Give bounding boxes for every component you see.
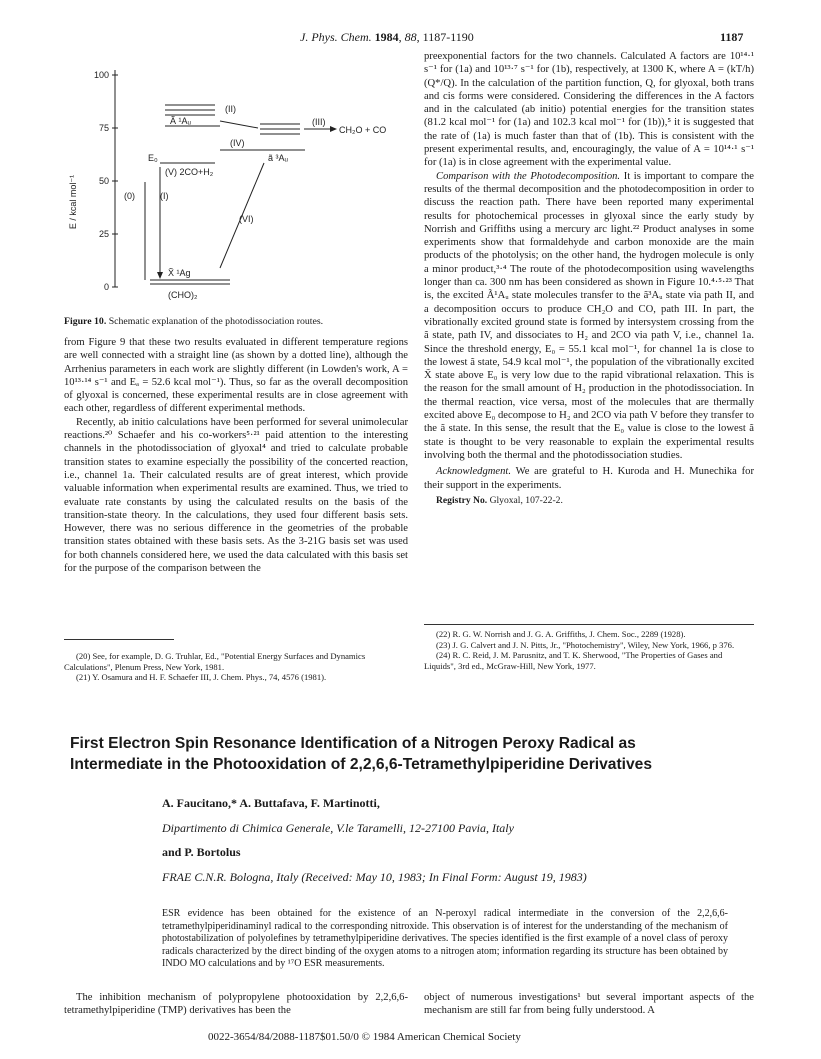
journal-pages: 1187-1190	[422, 30, 474, 44]
path-label: (0)	[124, 191, 135, 201]
y-tick-label: 50	[98, 176, 109, 186]
affiliation: FRAE C.N.R. Bologna, Italy (Received: May 10, 1983; In Final Form: August 19, 1983)	[162, 870, 587, 884]
paragraph: Acknowledgment. We are grateful to H. Kuroda and H. Munechika for their support in the experiments.	[424, 466, 754, 491]
running-header: J. Phys. Chem. 1984, 88, 1187-1190	[300, 30, 474, 44]
caption-text: Schematic explanation of the photodissociation routes.	[108, 316, 324, 327]
arrowhead-icon	[157, 272, 163, 279]
page-number: 1187	[720, 30, 744, 44]
y-tick-label: 25	[98, 229, 109, 239]
right-column	[424, 50, 754, 507]
state-label: Ã ¹Aᵤ	[170, 116, 191, 126]
footnote: (20) See, for example, D. G. Truhlar, Ed., "Potential Energy Surfaces and Dynamics Calculations", Plenum Press, New York, 1981.	[64, 651, 366, 672]
path-label: (IV)	[230, 138, 245, 148]
paragraph: Comparison with the Photodecomposition. It is important to compare the results of the thermal decomposition and the photodecomposition in order to discuss the reaction path. There have been reported many experimental results for photochemical processes in glyoxal since the early study by Norrish and Griffiths using a mercury arc light.²² Product analyses in some experiments show that formaldehyde and carbon monoxide are the main products of the photolysis; on the other hand, the hydrogen molecule is only a minor product,³·⁴ The route of the photodecomposition using wavelengths longer than ca. 300 nm has been considered as shown in Figure 10.⁴·⁵·²³ That is, the excited Ã¹Aᵤ state molecules transfer to the ã³Aᵤ state via path II, and a decomposition occurs to produce CH₂O and CO, path III. In part, the vibrationally excited ground state is formed by intersystem crossing from the ã state, path IV, and dissociates to H₂ and 2CO via path V, i.e., channel 1a. Since the threshold energy, E₀ = 55.1 kcal mol⁻¹, for channel 1a is close to the lowest ã state, 54.9 kcal mol⁻¹, the population of the vibrationally excited X̃ state above E₀ is very low due to the rapid vibrational relaxation. This is the reason for the small amount of H₂ production in the photodissociation. In the thermal reaction, vice versa, most of the molecules that are thermally excited above E₀ decompose to H₂ and 2CO via path V before they transfer to the ã state. In this sense, the result that the E₀ value is close to the lowest ã state is thought to be very reasonable to explain the experimental results involving both the thermal and the photodissociation studies.	[424, 170, 755, 461]
arrowhead-icon	[330, 126, 337, 132]
y-tick-label: 0	[103, 282, 109, 292]
journal-name: J. Phys. Chem.	[300, 30, 372, 44]
footnote: (22) R. G. W. Norrish and J. G. A. Griffiths, J. Chem. Soc., 2289 (1928).	[436, 629, 686, 639]
abstract: ESR evidence has been obtained for the existence of an N-peroxyl radical intermediate in the conversion of the 2,2,6,6-tetramethylpiperidinaminyl radical to the corresponding nitroxide. This observation is of interest for the understanding of the mechanism of photostabilization of polyolefines by tetramethylpiperidine derivatives. The species identified is the first example of a novel class of peroxy radicals characterized by the direct binding of the oxygen atoms to a nitrogen atom; information regarding its structure has been obtained by INDO MO calculations and by ¹⁷O ESR measurements.	[162, 908, 728, 970]
path-label: (II)	[225, 104, 236, 114]
path-label: (V) 2CO+H₂	[165, 167, 214, 177]
article-title: First Electron Spin Resonance Identification of a Nitrogen Peroxy Radical as Intermediate in the Photooxidation of 2,2,6,6-Tetramethylpiperidine Derivatives	[70, 735, 653, 773]
path-2-arrow	[220, 121, 258, 128]
section-heading: Comparison with the Photodecomposition.	[436, 170, 621, 182]
product-label: CH₂O + CO	[339, 125, 387, 135]
y-tick-label: 75	[98, 123, 109, 133]
figure-10-diagram	[60, 62, 410, 307]
figure-caption	[64, 316, 404, 327]
paragraph: from Figure 9 that these two results evaluated in different temperature regions are well connected with a straight line (as shown by a dotted line), although the Arrhenius parameters in each work are slightly different (in Lowden's work, A = 10¹³·¹⁴ s⁻¹ and Eₐ = 52.6 kcal mol⁻¹). Thus, so far as the overall decomposition of glyoxal is concerned, these experimental results are in close agreement with each other, regardless of different experimental methods.	[64, 337, 408, 415]
molecule-label: (CHO)₂	[168, 290, 198, 300]
footnote: (24) R. C. Reid, J. M. Parusnitz, and T. K. Sherwood, "The Properties of Gases and Liquids", 3rd ed., McGraw-Hill, New York, 1977.	[424, 650, 723, 671]
footnote-rule	[64, 639, 174, 640]
left-footnotes	[64, 651, 408, 683]
right-footnotes	[424, 629, 754, 671]
authors: A. Faucitano,* A. Buttafava, F. Martinotti,	[162, 796, 380, 810]
affiliation: Dipartimento di Chimica Generale, V.le Taramelli, 12-27100 Pavia, Italy	[162, 821, 514, 835]
page-footer: 0022-3654/84/2088-1187$01.50/0 © 1984 American Chemical Society	[208, 1031, 521, 1043]
caption-label: Figure 10.	[64, 316, 107, 327]
paragraph: Recently, ab initio calculations have been performed for several unimolecular reactions.²⁰ Schaefer and his co-workers⁵·²¹ paid attention to the interesting channels in the photodissociation of glyoxal⁴ and tried to calculate probable transition states to examine especially the possibility of the concerted reaction, i.e., channel 1a. Their calculated results are of great interest, which provide valuable information when experimental results are examined. Thus, we tried to evaluate rate constants by using the calculated results on the basis of the transition-state theory. In the calculations, they used four different basis sets. However, there was no serious difference in the geometries of the probable transition states obtained with these basis sets. As the 3-21G basis set was used for both channels considered here, we used the data calculated with this basis set for the purpose of the comparison between the	[64, 416, 408, 575]
paragraph: preexponential factors for the two channels. Calculated A factors are 10¹⁴·¹ s⁻¹ for (1a) and 10¹³·⁷ s⁻¹ for (1b), respectively, at 1300 K, where A = (kT/h)(Q*/Q). In the calculation of the partition function, Q, for glyoxal, both trans and cis forms were considered. Considering the differences in the A factors and in the calculated (ab initio) potential energies for the transition states (81.2 kcal mol⁻¹ for (1a) and 102.3 kcal mol⁻¹ for (1b)),⁵ it is suggested that the rate of (1a) is much faster than that of (1b). This is consistent with the present experimental results, and, encouragingly, the value of A = 10¹⁴·¹ s⁻¹ for (1a) is in close agreement with the experimental value.	[424, 51, 754, 169]
authors: and P. Bortolus	[162, 845, 241, 859]
path-label: (I)	[160, 191, 169, 201]
journal-year: 1984	[374, 30, 399, 44]
state-label: X̃ ¹Ag	[168, 268, 191, 278]
y-tick-label: 100	[93, 70, 109, 80]
article-body-right: object of numerous investigations¹ but several important aspects of the mechanism are still far from being fully understood. A	[424, 992, 754, 1017]
y-axis-label: E / kcal mol⁻¹	[68, 174, 78, 230]
registry-line: Registry No. Glyoxal, 107-22-2.	[436, 494, 563, 506]
state-label: ã ³Aᵤ	[268, 153, 288, 163]
footnote: (23) J. G. Calvert and J. N. Pitts, Jr., "Photochemistry", Wiley, New York, 1966, p 376.	[436, 639, 735, 650]
section-heading: Acknowledgment.	[436, 466, 512, 478]
article-body-left: The inhibition mechanism of polypropylene photooxidation by 2,2,6,6-tetramethylpiperidine (TMP) derivatives has been the	[64, 992, 408, 1017]
left-column	[64, 336, 408, 575]
journal-volume: 88	[404, 30, 417, 44]
registry-label: Registry No.	[436, 494, 488, 506]
path-label: (VI)	[239, 214, 254, 224]
path-label: (III)	[312, 117, 326, 127]
footnote: (21) Y. Osamura and H. F. Schaefer III, J. Chem. Phys., 74, 4576 (1981).	[76, 672, 327, 682]
e0-label: E₀	[148, 153, 158, 163]
footnote-rule	[424, 624, 754, 625]
